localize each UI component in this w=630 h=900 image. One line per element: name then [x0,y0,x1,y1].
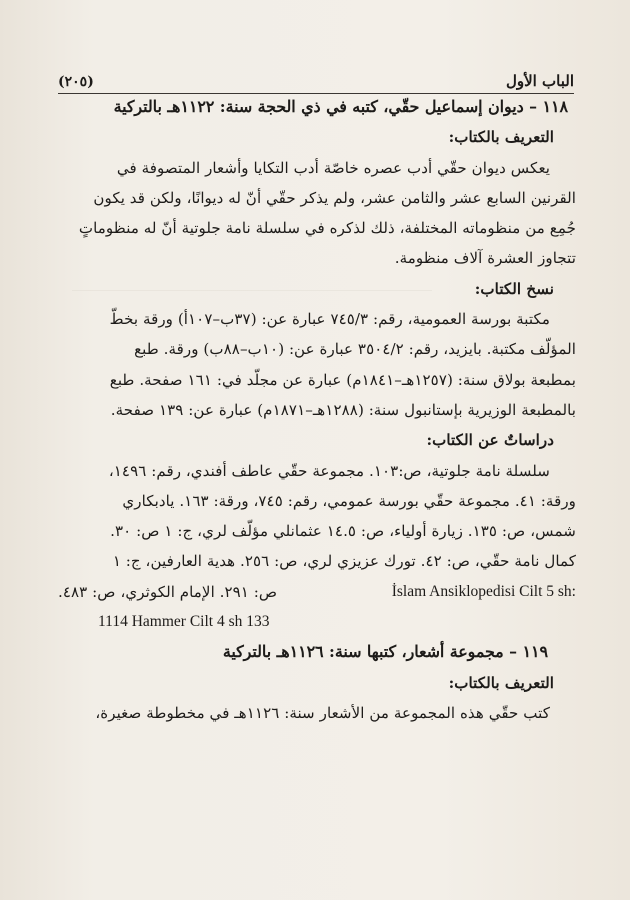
section-heading-description: التعريف بالكتاب: [448,128,554,147]
paragraph-line: بمطبعة بولاق سنة: (١٢٥٧هـ–١٨٤١م) عبارة عن مجلّد في: ١٦١ صفحة. طبع [109,370,576,389]
section-heading-description-2: التعريف بالكتاب: [448,673,554,692]
section-heading-studies: دراساتٌ عن الكتاب: [426,431,554,450]
paragraph-line: سلسلة نامة جلوتية، ص:١٠٣. مجموعة حقّي عاطف أفندي، رقم: ١٤٩٦، [108,461,550,480]
paragraph-line: القرنين السابع عشر والثامن عشر، ولم يذكر حقّي أنّ له ديوانًا، ولكن قد يكون [93,188,576,207]
section-heading-copies: نسخ الكتاب: [474,279,554,298]
paragraph-line: كتب حقّي هذه المجموعة من الأشعار سنة: ١١٢٦هـ في مخطوطة صغيرة، [95,703,550,722]
latin-citation-line: 1114 Hammer Cilt 4 sh 133 [98,613,270,631]
paragraph-line: مكتبة بورسة العمومية، رقم: ٧٤٥/٣ عبارة عن: (٣٧ب–١٠٧أ) ورقة بخطّ [109,310,550,329]
paragraph-line-mixed [58,577,576,607]
running-header [58,66,574,94]
arabic-citation: ص: ٢٩١. الإمام الكوثري، ص: ٤٨٣. [58,582,278,601]
paragraph-line: جُمِع من منظوماته المختلفة، ذلك لذكره في سلسلة نامة جلوتية أنّ له منظوماتٍ [78,219,576,238]
paragraph-line: المؤلّف مكتبة. بايزيد، رقم: ٣٥٠٤/٢ عبارة عن: (١٠ب–٨٨ب) ورقة. طبع [134,340,576,359]
entry-heading-119: ١١٩ – مجموعة أشعار، كتبها سنة: ١١٢٦هـ بالتركية [222,642,548,662]
paragraph-line: كمال نامة حقّي، ص: ٤٢. تورك عزيزي لري، ص: ٢٥٦. هدية العارفين، ج: ١ [112,552,576,571]
page-body [58,92,576,728]
page-number: (٢٠٥) [58,74,94,90]
entry-heading-118: ١١٨ – ديوان إسماعيل حقّي، كتبه في ذي الحجة سنة: ١١٢٢هـ بالتركية [113,97,568,116]
chapter-title: الباب الأول [505,72,574,90]
paragraph-line: شمس، ص: ١٣٥. زيارة أولياء، ص: ١٤.٥ عثمانلي مؤلّف لري، ج: ١ ص: ٣٠. [110,522,576,541]
paragraph-line: تتجاوز العشرة آلاف منظومة. [394,249,576,268]
paragraph-line: بالمطبعة الوزيرية بإستانبول سنة: (١٢٨٨هـ–١٨٧١م) عبارة عن: ١٣٩ صفحة. [110,400,576,419]
paragraph-line: يعكس ديوان حقّي أدب عصره خاصّة أدب التكايا وأشعار المتصوفة في [116,158,550,177]
paragraph-line: ورقة: ٤١. مجموعة حقّي بورسة عمومي، رقم: ٧٤٥، ورقة: ١٦٣. يادبكاري [122,491,576,510]
latin-citation: İslam Ansiklopedisi Cilt 5 sh: [391,582,576,600]
